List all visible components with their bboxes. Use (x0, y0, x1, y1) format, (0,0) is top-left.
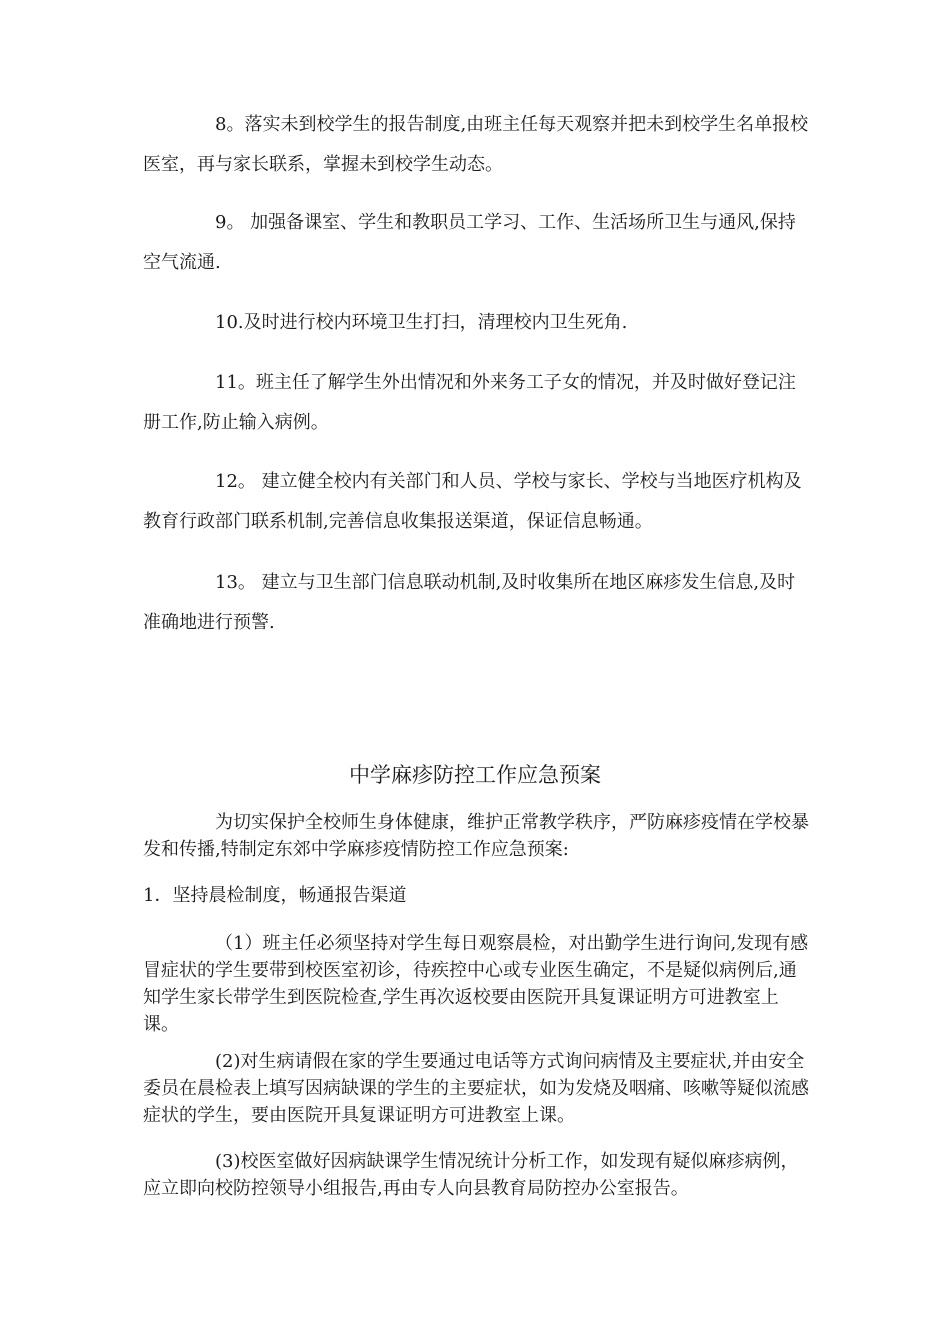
list-item-12: 12。 建立健全校内有关部门和人员、学校与家长、学校与当地医疗机构及教育行政部门联系机制,完善信息收集报送渠道，保证信息畅通。 (143, 471, 802, 532)
section-item-2: (2)对生病请假在家的学生要通过电话等方式询问病情及主要症状,并由安全委员在晨检表上填写因病缺课的学生的主要症状，如为发烧及咽痛、咳嗽等疑似流感症状的学生，要由医院开具复课证明方可进教室上课。 (143, 1051, 809, 1126)
document-title: 中学麻疹防控工作应急预案 (349, 763, 601, 787)
list-item-10: 10.及时进行校内环境卫生打扫，清理校内卫生死角. (215, 312, 628, 333)
list-item-11: 11。班主任了解学生外出情况和外来务工子女的情况，并及时做好登记注册工作,防止输入病例。 (143, 372, 796, 433)
section-heading: 1．坚持晨检制度，畅通报告渠道 (143, 885, 407, 906)
list-item-8: 8。落实未到校学生的报告制度,由班主任每天观察并把未到校学生名单报校医室，再与家长联系，掌握未到校学生动态。 (143, 114, 809, 175)
list-item-13: 13。 建立与卫生部门信息联动机制,及时收集所在地区麻疹发生信息,及时准确地进行预警. (143, 572, 796, 633)
intro-paragraph: 为切实保护全校师生身体健康，维护正常教学秩序，严防麻疹疫情在学校暴发和传播,特制定东郊中学麻疹疫情防控工作应急预案: (143, 812, 809, 860)
section-item-1: （1）班主任必须坚持对学生每日观察晨检，对出勤学生进行询问,发现有感冒症状的学生要带到校医室初诊，待疾控中心或专业医生确定，不是疑似病例后,通知学生家长带学生到医院检查,学生再次返校要由医院开具复课证明方可进教室上课。 (143, 933, 809, 1035)
section-item-3: (3)校医室做好因病缺课学生情况统计分析工作，如发现有疑似麻疹病例，应立即向校防控领导小组报告,再由专人向县教育局防控办公室报告。 (143, 1151, 799, 1199)
list-item-9: 9。 加强备课室、学生和教职员工学习、工作、生活场所卫生与通风,保持空气流通. (143, 212, 796, 273)
